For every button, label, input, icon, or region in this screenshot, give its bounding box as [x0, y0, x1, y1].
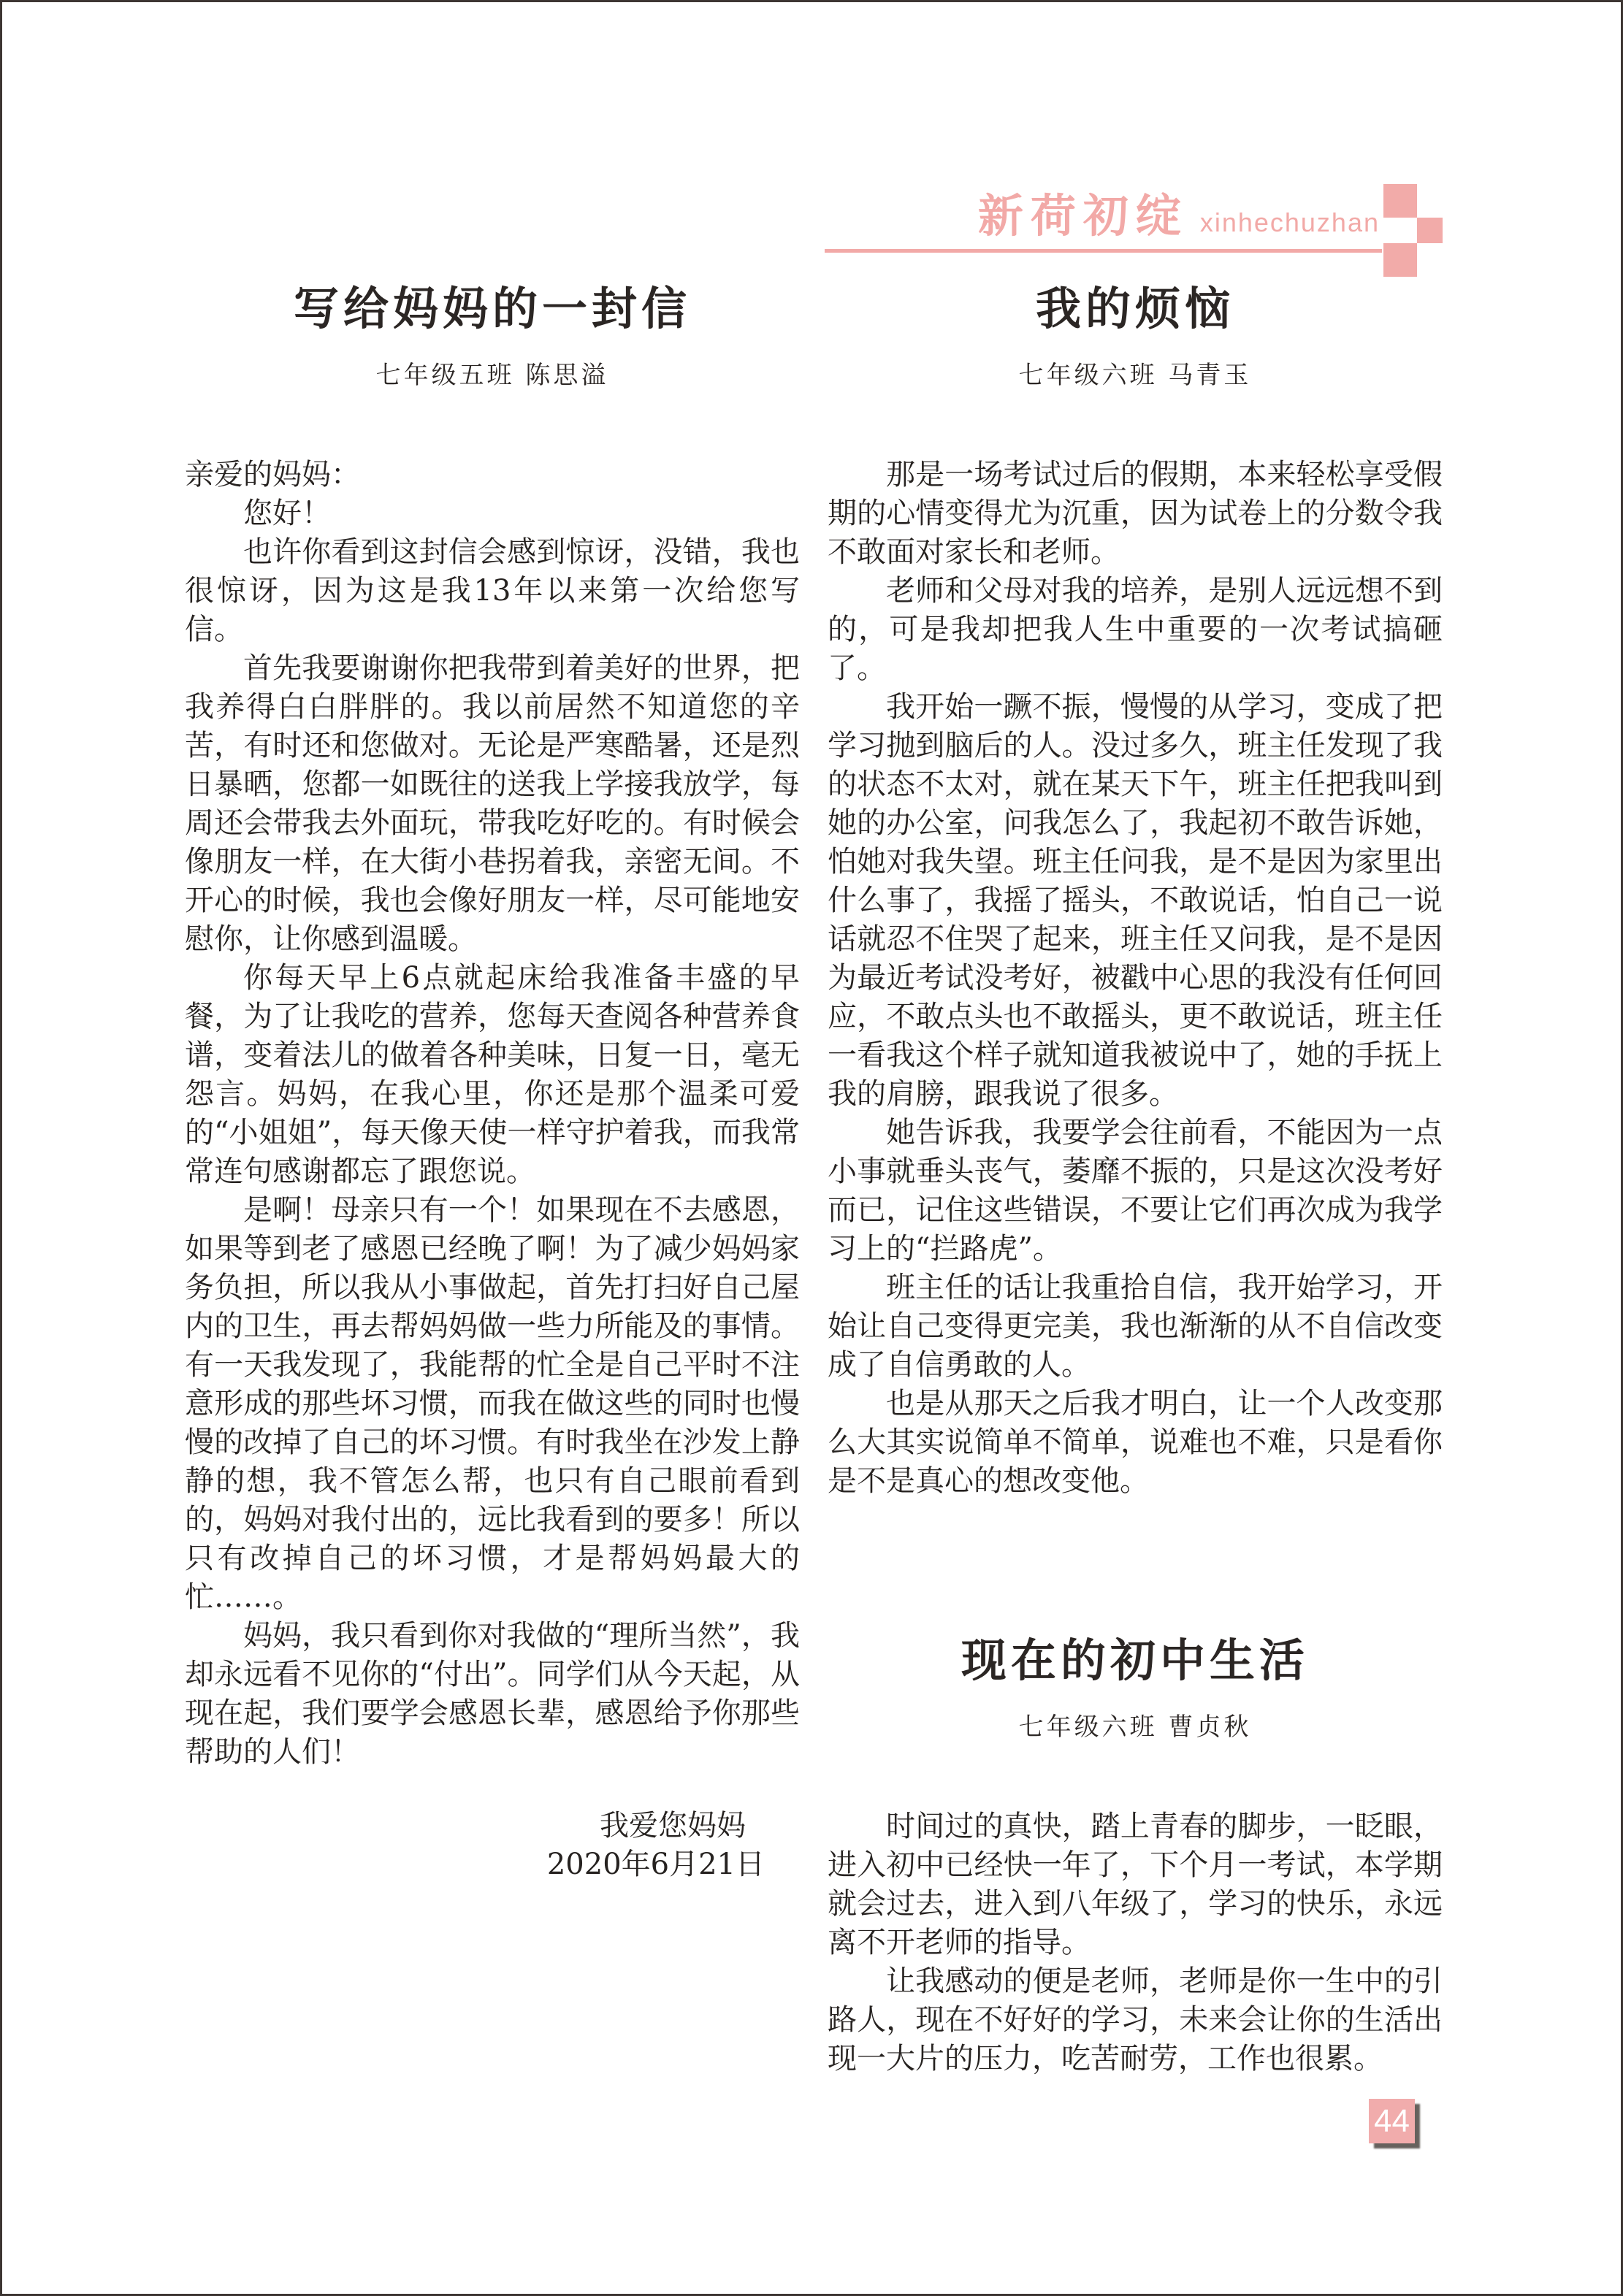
- checker-square-icon: [1417, 218, 1443, 243]
- article-school-life: [828, 1635, 1443, 2078]
- header-brand: [825, 180, 1380, 245]
- brand-title: 新荷初绽: [977, 189, 1188, 242]
- page-number-badge: [1369, 2099, 1415, 2143]
- checker-square-icon: [1383, 184, 1417, 218]
- article-body: [828, 456, 1443, 1501]
- paragraph: 那是一场考试过后的假期，本来轻松享受假期的心情变得尤为沉重，因为试卷上的分数令我不敢面对家长和老师。: [828, 458, 1443, 569]
- brand-pinyin: xinhechuzhan: [1199, 207, 1380, 237]
- checker-square-icon: [1383, 243, 1417, 277]
- paragraph: 老师和父母对我的培养，是别人远远想不到的，可是我却把我人生中重要的一次考试搞砸了。: [828, 574, 1443, 685]
- paragraph: 也是从那天之后我才明白，让一个人改变那么大其实说简单不简单，说难也不难，只是看你是不是真心的想改变他。: [828, 1387, 1443, 1498]
- paragraph: 是啊！母亲只有一个！如果现在不去感恩，如果等到老了感恩已经晚了啊！为了减少妈妈家务负担，所以我从小事做起，首先打扫好自己屋内的卫生，再去帮妈妈做一些力所能及的事情。有一天我发现了，我能帮的忙全是自己平时不注意形成的那些坏习惯，而我在做这些的同时也慢慢的改掉了自己的坏习惯。有时我坐在沙发上静静的想，我不管怎么帮，也只有自己眼前看到的，妈妈对我付出的，远比我看到的要多！所以只有改掉自己的坏习惯，才是帮妈妈最大的忙……。: [185, 1193, 800, 1614]
- paragraph: 您好！: [243, 497, 331, 530]
- paragraph: 也许你看到这封信会感到惊讶，没错，我也很惊讶，因为这是我13年以来第一次给您写信。: [185, 535, 800, 646]
- article-author: 七年级六班 曹贞秋: [1018, 1713, 1252, 1742]
- article-title: 现在的初中生活: [961, 1634, 1309, 1687]
- paragraph: 时间过的真快，踏上青春的脚步，一眨眼，进入初中已经快一年了，下个月一考试，本学期就会过去，进入到八年级了，学习的快乐，永远离不开老师的指导。: [828, 1810, 1443, 1959]
- signature-date: 2020年6月21日: [546, 1848, 765, 1881]
- signature-name: 我爱您妈妈: [600, 1809, 746, 1842]
- header-rule: [825, 249, 1382, 253]
- paragraph: 亲爱的妈妈：: [185, 458, 360, 491]
- page-number: 44: [1374, 2102, 1410, 2139]
- paragraph: 你每天早上6点就起床给我准备丰盛的早餐，为了让我吃的营养，您每天查阅各种营养食谱，变着法儿的做着各种美味，日复一日，毫无怨言。妈妈，在我心里，你还是那个温柔可爱的“小姐姐”，每天像天使一样守护着我，而我常常连句感谢都忘了跟您说。: [185, 961, 800, 1188]
- article-author: 七年级六班 马青玉: [1018, 361, 1252, 390]
- right-column: [828, 283, 1443, 2078]
- letter-signature: [185, 1807, 800, 1884]
- left-column: [185, 283, 800, 1884]
- paragraph: 妈妈，我只看到你对我做的“理所当然”，我却永远看不见你的“付出”。同学们从今天起，从现在起，我们要学会感恩长辈，感恩给予你那些帮助的人们！: [185, 1619, 800, 1769]
- article-letter: [185, 283, 800, 1884]
- article-title: 写给妈妈的一封信: [293, 282, 691, 335]
- article-author: 七年级五班 陈思溢: [375, 361, 609, 390]
- article-body: [828, 1807, 1443, 2078]
- article-body: [185, 456, 800, 1772]
- paragraph: 她告诉我，我要学会往前看，不能因为一点小事就垂头丧气，萎靡不振的，只是这次没考好而已，记住这些错误，不要让它们再次成为我学习上的“拦路虎”。: [828, 1116, 1443, 1266]
- article-title: 我的烦恼: [1035, 282, 1234, 335]
- paragraph: 我开始一蹶不振，慢慢的从学习，变成了把学习抛到脑后的人。没过多久，班主任发现了我的状态不太对，就在某天下午，班主任把我叫到她的办公室，问我怎么了，我起初不敢告诉她，怕她对我失望。班主任问我，是不是因为家里出什么事了，我摇了摇头，不敢说话，怕自己一说话就忍不住哭了起来，班主任又问我，是不是因为最近考试没考好，被戳中心思的我没有任何回应，不敢点头也不敢摇头，更不敢说话，班主任一看我这个样子就知道我被说中了，她的手抚上我的肩膀，跟我说了很多。: [828, 690, 1443, 1111]
- paragraph: 班主任的话让我重拾自信，我开始学习，开始让自己变得更完美，我也渐渐的从不自信改变成了自信勇敢的人。: [828, 1271, 1443, 1382]
- article-trouble: [828, 283, 1443, 1501]
- paragraph: 首先我要谢谢你把我带到着美好的世界，把我养得白白胖胖的。我以前居然不知道您的辛苦，有时还和您做对。无论是严寒酷暑，还是烈日暴晒，您都一如既往的送我上学接我放学，每周还会带我去外面玩，带我吃好吃的。有时候会像朋友一样，在大街小巷拐着我，亲密无间。不开心的时候，我也会像好朋友一样，尽可能地安慰你，让你感到温暖。: [185, 651, 800, 956]
- paragraph: 让我感动的便是老师，老师是你一生中的引路人，现在不好好的学习，未来会让你的生活出现一大片的压力，吃苦耐劳，工作也很累。: [828, 1964, 1443, 2075]
